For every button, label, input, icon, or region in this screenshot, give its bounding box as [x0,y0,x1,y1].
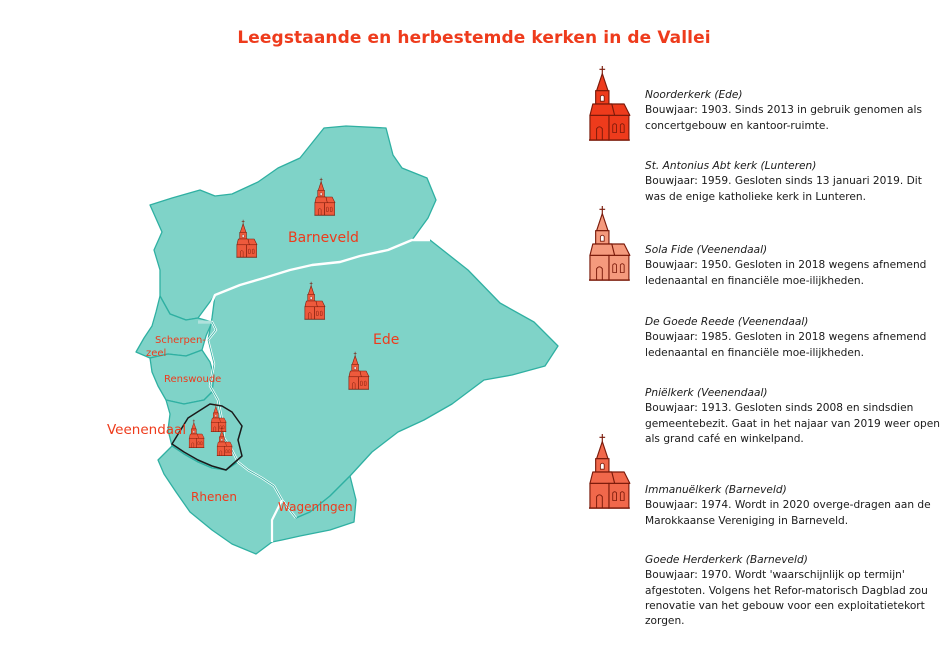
entry-name: De Goede Reede (Veenendaal) [645,316,809,328]
label-scherpenzeel: Scherpen- [155,335,206,346]
entry-description: Bouwjaar: 1974. Wordt in 2020 overge-dragen aan de Marokkaanse Vereniging in Barneveld. [645,499,931,527]
entry-immanuelkerk [645,483,945,529]
church-icon [582,206,634,282]
entry-noorderkerk [645,88,945,134]
page-title: Leegstaande en herbestemde kerken in de Vallei [237,28,711,48]
region-map [100,120,575,560]
label-rhenen: Rhenen [191,490,237,504]
entry-description: Bouwjaar: 1970. Wordt 'waarschijnlijk op termijn' afgestoten. Volgens het Refor-matorisch Dagblad zou renovatie van het gebouw voor een exploitatietekort zorgen. [645,569,928,628]
label-renswoude: Renswoude [164,374,222,385]
entry-name: Sola Fide (Veenendaal) [645,244,768,256]
entry-description: Bouwjaar: 1913. Gesloten sinds 2008 en sindsdien gemeentebezit. Gaat in het najaar van 2019 weer open als grand café en winkelpand. [645,402,940,445]
entry-description: Bouwjaar: 1950. Gesloten in 2018 wegens afnemend ledenaantal en financiële moe-ilijkheden. [645,259,927,287]
entry-goede-reede [645,315,945,361]
label-barneveld: Barneveld [288,230,359,246]
entry-goede-herderkerk [645,553,945,629]
entry-name: Goede Herderkerk (Barneveld) [645,554,808,566]
label-wageningen: Wageningen [278,500,353,514]
entry-description: Bouwjaar: 1959. Gesloten sinds 13 januari 2019. Dit was de enige katholieke kerk in Lunteren. [645,175,922,203]
entry-description: Bouwjaar: 1903. Sinds 2013 in gebruik genomen als concertgebouw en kantoor-ruimte. [645,104,922,132]
entry-name: Pniëlkerk (Veenendaal) [645,387,768,399]
church-icon [582,66,634,142]
entry-pnielkerk [645,386,945,447]
label-ede: Ede [373,332,400,348]
label-veenendaal: Veenendaal [107,422,187,438]
entry-description: Bouwjaar: 1985. Gesloten in 2018 wegens afnemend ledenaantal en financiële moe-ilijkheden. [645,331,927,359]
entry-st-antonius [645,159,945,205]
label-scherpenzeel-2: zeel [146,348,167,359]
entry-name: St. Antonius Abt kerk (Lunteren) [645,160,817,172]
entry-sola-fide [645,243,945,289]
entry-name: Immanuëlkerk (Barneveld) [645,484,787,496]
entry-name: Noorderkerk (Ede) [645,89,743,101]
church-icon [582,434,634,510]
